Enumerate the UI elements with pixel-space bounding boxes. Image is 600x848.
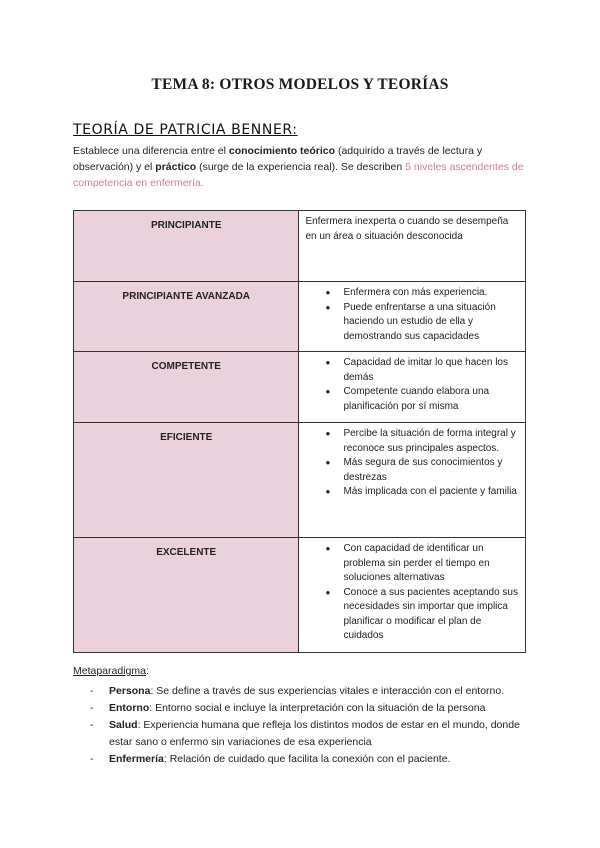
metaparadigma-label: Metaparadigma (73, 665, 146, 677)
list-item: ● Capacidad de imitar lo que hacen los demás (343, 356, 519, 385)
competence-levels-table (73, 210, 526, 653)
metaparadigma-definition: : Experiencia humana que refleja los distintos modos de estar en el mundo, donde estar sano o enfermo sin variaciones de esa experiencia (109, 719, 520, 748)
level-description (299, 538, 526, 653)
dash-bullet: - (90, 702, 94, 714)
level-bullet-list (305, 286, 519, 344)
section-title: TEORÍA DE PATRICIA BENNER: (73, 122, 298, 138)
level-name: EXCELENTE (74, 538, 299, 653)
table-row (74, 282, 526, 352)
metaparadigma-term: Enfermería (109, 753, 164, 765)
level-name: PRINCIPIANTE (74, 211, 299, 282)
metaparadigma-term: Persona (109, 685, 151, 697)
metaparadigma-term: Salud (109, 719, 138, 731)
list-item: ● Más implicada con el paciente y familia (343, 485, 519, 500)
intro-bold-1: conocimiento teórico (228, 145, 336, 157)
page-title: TEMA 8: OTROS MODELOS Y TEORÍAS (151, 76, 449, 93)
level-bullet-list (305, 427, 519, 500)
level-bullet-list (305, 356, 519, 414)
metaparadigma-colon: : (145, 665, 149, 677)
dash-bullet: - (90, 685, 94, 697)
table-row (74, 423, 526, 538)
level-name: PRINCIPIANTE AVANZADA (74, 282, 299, 352)
list-item (73, 717, 533, 751)
dash-bullet: - (90, 753, 94, 765)
intro-paragraph (73, 143, 533, 191)
list-item: ● Más segura de sus conocimientos y destrezas (343, 456, 519, 485)
level-bullet-list (305, 542, 519, 644)
intro-text-3: (surge de la experiencia real). Se describen (196, 161, 406, 173)
intro-highlight: 5 niveles ascendentes de competencia en enfermería. (73, 161, 524, 189)
list-item (73, 683, 533, 700)
table-row (74, 538, 526, 653)
level-description (299, 211, 526, 282)
table-row (74, 211, 526, 282)
level-description (299, 282, 526, 352)
metaparadigma-definition: : Relación de cuidado que facilita la conexión con el paciente. (163, 753, 451, 765)
list-item: ● Con capacidad de identificar un problema sin perder el tiempo en soluciones alternativas (343, 542, 519, 586)
intro-text-2: (adquirido a través de lectura y observación) y el (73, 145, 483, 173)
level-description (299, 423, 526, 538)
level-name: EFICIENTE (74, 423, 299, 538)
level-description (299, 352, 526, 423)
list-item (73, 700, 533, 717)
metaparadigma-term: Entorno (109, 702, 150, 714)
metaparadigma-definition: : Se define a través de sus experiencias vitales e interacción con el entorno. (150, 685, 505, 697)
intro-bold-2: práctico (155, 161, 197, 173)
list-item: ● Percibe la situación de forma integral y reconoce sus principales aspectos. (343, 427, 519, 456)
list-item: ● Enfermera con más experiencia. (343, 286, 519, 301)
dash-bullet: - (90, 719, 94, 731)
intro-text-1: Establece una diferencia entre el (73, 145, 229, 157)
level-text: Enfermera inexperta o cuando se desempeña en un área o situación desconocida (305, 216, 509, 242)
table-row (74, 352, 526, 423)
metaparadigma-definition: : Entorno social e incluye la interpretación con la situación de la persona (149, 702, 486, 714)
list-item (73, 751, 533, 768)
list-item: ● Puede enfrentarse a una situación haciendo un estudio de ella y demostrando sus capacidades (343, 301, 519, 345)
metaparadigma-heading (73, 665, 149, 677)
list-item: ● Competente cuando elabora una planificación por sí misma (343, 385, 519, 414)
metaparadigma-list (73, 683, 533, 768)
list-item: ● Conoce a sus pacientes aceptando sus necesidades sin importar que implica planificar o modificar el plan de cuidados (343, 586, 519, 644)
level-name: COMPETENTE (74, 352, 299, 423)
